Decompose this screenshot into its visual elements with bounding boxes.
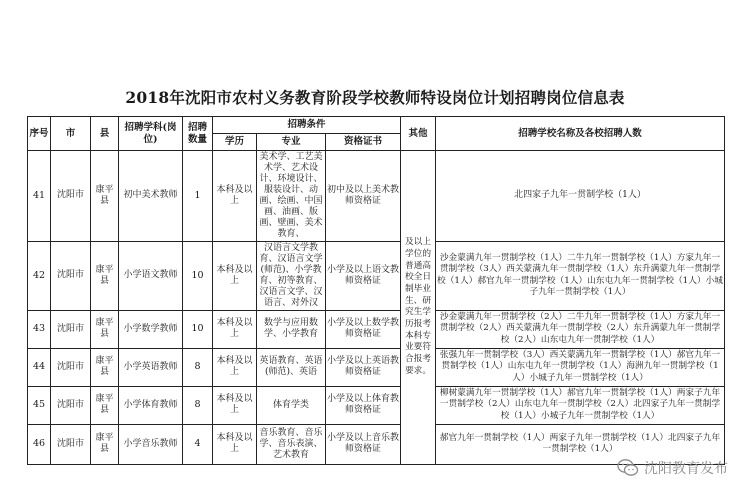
header-other: 其他 [401,117,436,151]
row-seq: 46 [28,424,51,464]
header-county: 县 [91,117,119,151]
row-certificate: 小学及以上语文教师资格证 [326,241,401,310]
header-subject: 招聘学科(岗位) [119,117,183,151]
row-count: 8 [183,348,213,386]
row-city: 沈阳市 [51,310,91,348]
row-degree: 本科及以上 [213,348,257,386]
header-row-1 [28,117,725,134]
row-certificate: 小学及以上音乐教师资格证 [326,424,401,464]
recruitment-table [27,116,725,465]
page-title: 2018年沈阳市农村义务教育阶段学校教师特设岗位计划招聘岗位信息表 [125,88,625,107]
row-count: 4 [183,424,213,464]
header-city: 市 [51,117,91,151]
row-certificate: 初中及以上美术教师资格证 [326,151,401,242]
row-county: 康平县 [91,348,119,386]
row-city: 沈阳市 [51,151,91,242]
row-degree: 本科及以上 [213,151,257,242]
table-row [28,386,725,424]
wechat-icon [617,458,639,478]
row-county: 康平县 [91,151,119,242]
row-county: 康平县 [91,241,119,310]
row-subject: 小学音乐教师 [119,424,183,464]
header-count: 招聘数量 [183,117,213,151]
row-major: 音乐教育、音乐学、音乐表演、艺术教育 [257,424,326,464]
table-row [28,310,725,348]
row-degree: 本科及以上 [213,241,257,310]
row-subject: 小学英语教师 [119,348,183,386]
row-county: 康平县 [91,424,119,464]
row-subject: 小学体育教师 [119,386,183,424]
row-schools: 北四家子九年一贯制学校（1人） [436,151,725,242]
header-conditions: 招聘条件 [213,117,401,134]
row-seq: 44 [28,348,51,386]
row-count: 8 [183,386,213,424]
row-degree: 本科及以上 [213,386,257,424]
row-major: 数学与应用数学、小学教育 [257,310,326,348]
header-seq: 序号 [28,117,51,151]
row-schools: 郝官九年一贯制学校（1人）两家子九年一贯制学校（1人）北四家子九年一贯制学校（1人） [436,424,725,464]
row-seq: 43 [28,310,51,348]
header-schools: 招聘学校名称及各校招聘人数 [436,117,725,151]
row-major: 英语教育、英语(师范)、英语 [257,348,326,386]
row-major: 汉语言文学教育、汉语言文学(师范)、小学教育、初等教育、汉语言文学、汉语言、对外汉 [257,241,326,310]
row-degree: 本科及以上 [213,424,257,464]
row-count: 10 [183,310,213,348]
row-city: 沈阳市 [51,386,91,424]
row-subject: 小学数学教师 [119,310,183,348]
row-certificate: 小学及以上体育教师资格证 [326,386,401,424]
row-count: 10 [183,241,213,310]
row-seq: 41 [28,151,51,242]
row-seq: 45 [28,386,51,424]
row-schools: 沙金蒙满九年一贯制学校（2人）二牛九年一贯制学校（1人）方家九年一贯制学校（2人）西关蒙满九年一贯制学校（2人）东升满蒙九年一贯制学校（2人）山东屯九年一贯制学校（1人） [436,310,725,348]
header-major: 专业 [257,134,326,151]
other-note: 及以上学位的普通高校全日制毕业生、研究生学历报考本科专业要符合报考要求。 [401,151,436,465]
row-subject: 小学语文教师 [119,241,183,310]
table-row [28,151,725,242]
row-county: 康平县 [91,310,119,348]
row-schools: 柳树蒙满九年一贯制学校（1人）郝官九年一贯制学校（1人）两家子九年一贯制学校（2人）山东屯九年一贯制学校（2人）北四家子九年一贯制学校（1人）小城子九年一贯制学校（1人） [436,386,725,424]
header-degree: 学历 [213,134,257,151]
row-major: 美术学、工艺美术学、艺术设计、环境设计、服装设计、动画、绘画、中国画、油画、版画、壁画、美术教育、 [257,151,326,242]
row-seq: 42 [28,241,51,310]
row-major: 体育学类 [257,386,326,424]
row-degree: 本科及以上 [213,310,257,348]
row-count: 1 [183,151,213,242]
row-schools: 沙金蒙满九年一贯制学校（1人）二牛九年一贯制学校（1人）方家九年一贯制学校（3人）西关蒙满九年一贯制学校（1人）东升满蒙九年一贯制学校（1人）郝官九年一贯制学校（1人）山东屯九年一贯制学校（1人）小城子九年一贯制学校（1人） [436,241,725,310]
table-row [28,348,725,386]
row-county: 康平县 [91,386,119,424]
row-certificate: 小学及以上数学教师资格证 [326,310,401,348]
row-city: 沈阳市 [51,348,91,386]
row-schools: 张强九年一贯制学校（3人）西关蒙满九年一贯制学校（1人）郝官九年一贯制学校（1人）山东屯九年一贯制学校（1人）海洲九年一贯制学校（1人）小城子九年一贯制学校（1人） [436,348,725,386]
header-certificate: 资格证书 [326,134,401,151]
row-subject: 初中美术教师 [119,151,183,242]
watermark [617,458,728,478]
row-certificate: 小学及以上英语教师资格证 [326,348,401,386]
row-city: 沈阳市 [51,241,91,310]
row-city: 沈阳市 [51,424,91,464]
table-row [28,241,725,310]
watermark-text: 沈阳教育发布 [644,461,728,477]
